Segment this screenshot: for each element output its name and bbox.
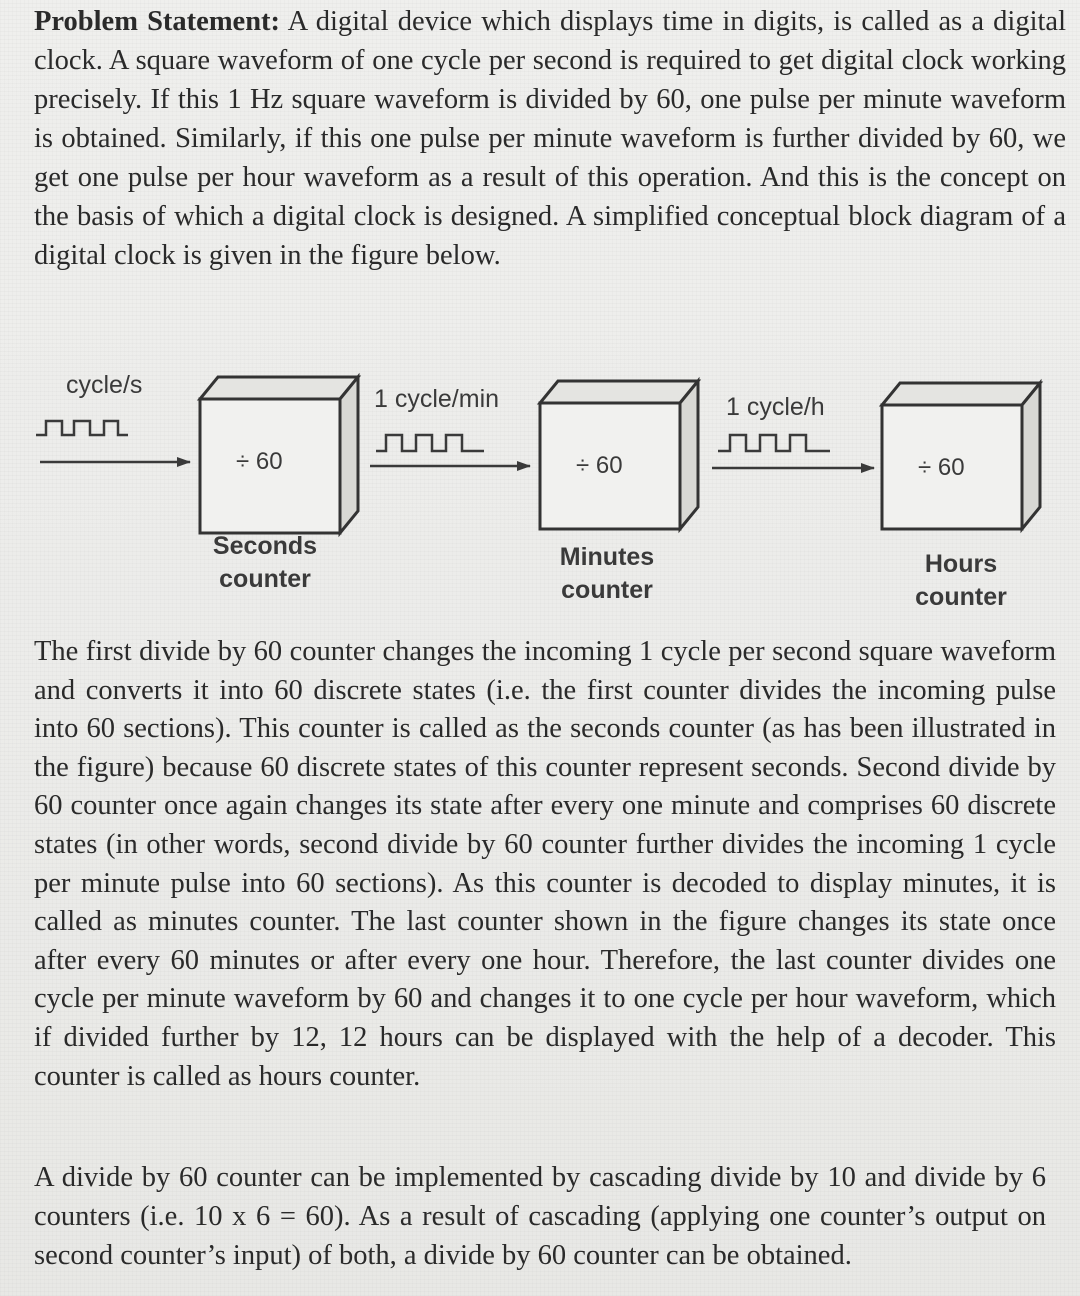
implementation-paragraph: A divide by 60 counter can be implemented by cascading divide by 10 and divide by 6 counters (i.e. 10 x 6 = 60). As a result of cascading (applying one counter’s output on second counter’s input) of both, a divide by 60 counter can be obtained. bbox=[34, 1162, 1046, 1271]
problem-statement-text: A digital device which displays time in digits, is called as a digital clock. A square waveform of one cycle per second is required to get digital clock working precisely. If this 1 Hz square waveform is divided by 60, one pulse per minute waveform is obtained. Similarly, if this one pulse per minute waveform is further divided by 60, we get one pulse per hour waveform as a result of this operation. And this is the concept on the basis of which a digital clock is designed. A simplified conceptual block diagram of a digital clock is given in the figure below. bbox=[34, 6, 1067, 271]
hours-counter-name bbox=[891, 548, 1031, 614]
input-frequency-label: cycle/s bbox=[66, 371, 143, 399]
explanation-paragraph: The first divide by 60 counter changes the incoming 1 cycle per second square waveform and converts it into 60 discrete states (i.e. the first counter divides the incoming pulse into 60 sections). This counter is called as the seconds counter (as has been illustrated in the figure) because 60 discrete states of this counter represent seconds. Second divide by 60 counter once again changes its state after every one minute and comprises 60 discrete states (in other words, second divide by 60 counter further divides the incoming 1 cycle per minute pulse into 60 sections). As this counter is decoded to display minutes, it is called as minutes counter. The last counter shown in the figure changes its state once after every 60 minutes or after every one hour. Therefore, the last counter divides one cycle per minute waveform by 60 and changes it to one cycle per hour waveform, which if divided further by 12, 12 hours can be displayed with the help of a decoder. This counter is called as hours counter. bbox=[34, 636, 1056, 1092]
hours-counter-name-line1: Hours bbox=[924, 550, 998, 578]
seconds-counter-name-line1: Seconds bbox=[212, 532, 318, 560]
minutes-divider-label: ÷ 60 bbox=[576, 452, 623, 479]
input-square-wave-icon bbox=[36, 421, 128, 435]
hours-counter-name-line2: counter bbox=[915, 583, 1007, 611]
minutes-counter-name-line2: counter bbox=[561, 576, 653, 604]
hour-frequency-label: 1 cycle/h bbox=[726, 393, 825, 421]
minutes-counter-name-line1: Minutes bbox=[559, 543, 655, 571]
minutes-counter-name bbox=[537, 541, 677, 607]
hours-divider-label: ÷ 60 bbox=[918, 454, 965, 481]
problem-statement-paragraph bbox=[34, 2, 1066, 275]
problem-statement-heading: Problem Statement: bbox=[34, 6, 281, 37]
minute-square-wave-icon bbox=[376, 435, 484, 451]
digital-clock-block-diagram bbox=[0, 355, 1080, 635]
seconds-counter-name-line2: counter bbox=[219, 565, 311, 593]
hour-square-wave-icon bbox=[718, 435, 830, 451]
seconds-counter-name bbox=[195, 530, 335, 596]
seconds-divider-label: ÷ 60 bbox=[236, 448, 283, 475]
minute-frequency-label: 1 cycle/min bbox=[374, 385, 500, 413]
